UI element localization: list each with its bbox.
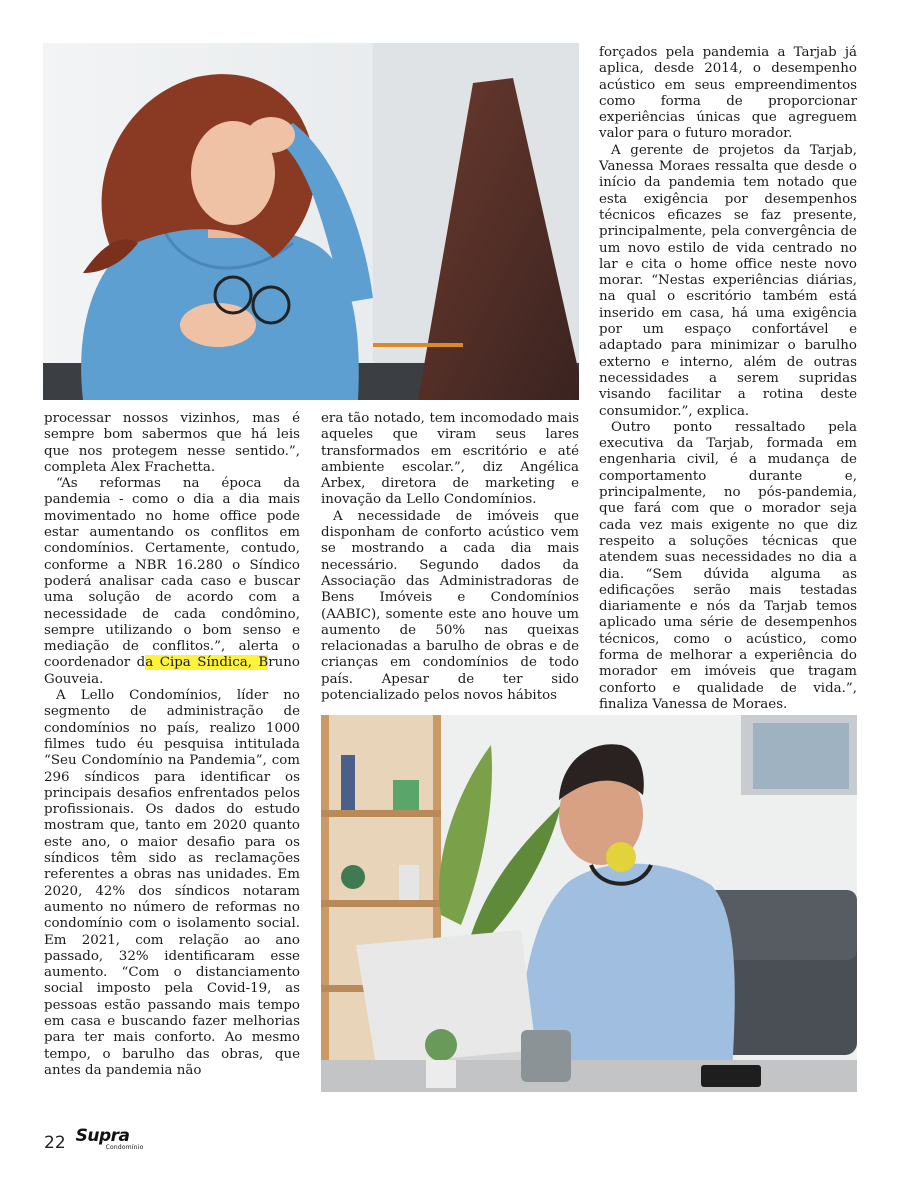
logo-text: Supra (75, 1126, 130, 1146)
article-column-middle (321, 411, 579, 704)
paragraph: forçados pela pandemia a Tarjab já aplica, desde 2014, o desempenho acústico em seus empreendimentos como forma de proporcionar experiências únicas que agreguem valor para o futuro morador. (599, 45, 857, 142)
paragraph: A Lello Condomínios, líder no segmento de administração de condomínios no país, realizo 1000 filmes tudo éu pesquisa intitulada “Seu Condomínio na Pandemia”, com 296 síndicos para identificar os principais desafios enfrentados pelos profissionais. Os dados do estudo mostram que, tanto em 2020 quanto este ano, o maior desafio para os síndicos têm sido as reclamações referentes a obras nas unidades. Em 2020, 42% dos síndicos notaram aumento no número de reformas no condomínio com o isolamento social. Em 2021, com relação ao ano passado, 32% identificaram esse aumento. “Com o distanciamento social imposto pela Covid-19, as pessoas estão passando mais tempo em casa e buscando fazer melhorias para ter mais conforto. Ao mesmo tempo, o barulho das obras, que antes da pandemia não (44, 688, 300, 1078)
logo-subtext: Condomínio (105, 1144, 144, 1151)
photo-stressed-woman (43, 43, 579, 400)
article-column-left (44, 411, 300, 1079)
paragraph: “As reformas na época da pandemia - como o dia a dia mais movimentado no home office pode estar aumentando os conflitos em condomínios. Certamente, contudo, conforme a NBR 16.280 o Síndico poderá analisar cada caso e buscar uma solução de acordo com a necessidade de cada condômino, sempre utilizando o bom senso e mediação de conflitos.”, alerta o coordenador da Cipa Síndica, Bruno Gouveia. (44, 476, 300, 687)
photo-man-headphones (321, 715, 857, 1092)
page-number: 22 (44, 1133, 66, 1153)
magazine-logo (76, 1126, 146, 1152)
article-column-right (599, 45, 857, 713)
paragraph: A necessidade de imóveis que disponham de conforto acústico vem se mostrando a cada dia mais necessário. Segundo dados da Associação das Administradoras de Bens Imóveis e Condomínios (AABIC), somente este ano houve um aumento de 50% nas queixas relacionadas a barulho de obras e de crianças em condomínios de todo país. Apesar de ter sido potencializado pelos novos hábitos (321, 508, 579, 704)
highlighted-text: a Cipa Síndica, B (145, 655, 269, 671)
page-footer (44, 1126, 146, 1152)
paragraph: Outro ponto ressaltado pela executiva da Tarjab, formada em engenharia civil, é a mudança de comportamento durante e, principalmente, no pós-pandemia, que fará com que o morador seja cada vez mais exigente no que diz respeito a soluções técnicas que atendem suas necessidades no dia a dia. “Sem dúvida alguma as edificações serão mais testadas diariamente e nós da Tarjab temos aplicado uma série de desempenhos técnicos, como o acústico, como forma de melhorar a experiência do morador em imóveis que tragam conforto e qualidade de vida.”, finaliza Vanessa de Moraes. (599, 419, 857, 712)
paragraph: A gerente de projetos da Tarjab, Vanessa Moraes ressalta que desde o início da pandemia tem notado que esta exigência por desempenhos técnicos eficazes se faz presente, principalmente, pela convergência de um novo estilo de vida centrado no lar e cita o home office neste novo morar. “Nestas experiências diárias, na qual o escritório também está inserido em casa, há uma exigência por um espaço confortável e adaptado para minimizar o barulho externo e interno, além de outras necessidades a serem supridas visando facilitar a rotina deste consumidor.”, explica. (599, 142, 857, 419)
paragraph: era tão notado, tem incomodado mais aqueles que viram seus lares transformados em escritório e até ambiente escolar.”, diz Angélica Arbex, diretora de marketing e inovação da Lello Condomínios. (321, 411, 579, 508)
paragraph: processar nossos vizinhos, mas é sempre bom sabermos que há leis que nos protegem nesse sentido.”, completa Alex Frachetta. (44, 411, 300, 475)
